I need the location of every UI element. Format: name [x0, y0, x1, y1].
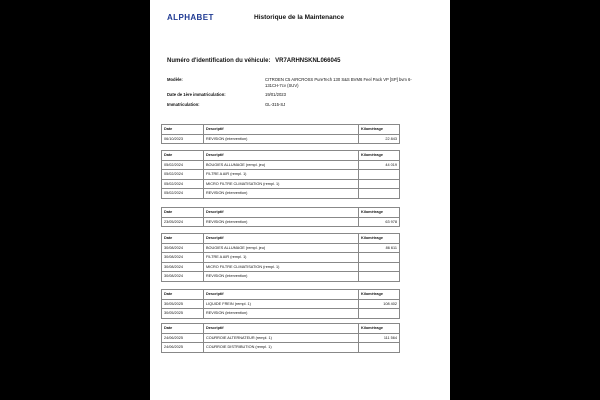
row-description: LIQUIDE FREIN (rempl. 1): [204, 299, 359, 309]
table-header-row: [162, 151, 400, 161]
header-km: Kilométrage: [359, 234, 400, 244]
table-row: [162, 253, 400, 263]
row-date: 30/08/2024: [162, 262, 204, 272]
plate-label: Immatriculation:: [167, 102, 200, 107]
table-header-row: [162, 208, 400, 218]
table-row: [162, 189, 400, 199]
row-km: [359, 189, 400, 199]
header-km: Kilométrage: [359, 125, 400, 135]
plate-value: GL-315-SJ: [265, 102, 286, 107]
header-date: Date: [162, 324, 204, 334]
maintenance-block: [161, 289, 400, 319]
header-km: Kilométrage: [359, 324, 400, 334]
row-km: 22 843: [359, 134, 400, 144]
registration-date-label: Date de 1ère immatriculation:: [167, 92, 226, 97]
header-description: Descriptif: [204, 151, 359, 161]
row-km: [359, 309, 400, 319]
registration-date-value: 19/01/2023: [265, 92, 286, 97]
row-km: [359, 262, 400, 272]
row-date: 05/02/2024: [162, 179, 204, 189]
row-description: REVISION (intervention): [204, 217, 359, 227]
header-description: Descriptif: [204, 290, 359, 300]
maintenance-block: [161, 323, 400, 353]
row-date: 30/08/2024: [162, 253, 204, 263]
header-date: Date: [162, 125, 204, 135]
table-row: [162, 309, 400, 319]
row-date: 30/08/2024: [162, 243, 204, 253]
maintenance-block: [161, 207, 400, 227]
maintenance-block: [161, 233, 400, 282]
row-description: FILTRE A AIR (rempl. 1): [204, 170, 359, 180]
row-date: 05/02/2024: [162, 189, 204, 199]
table-row: [162, 272, 400, 282]
table-row: [162, 343, 400, 353]
header-date: Date: [162, 234, 204, 244]
table-row: [162, 299, 400, 309]
table-row: [162, 217, 400, 227]
row-description: COURROIE DISTRIBUTION (rempl. 1): [204, 343, 359, 353]
table-row: [162, 170, 400, 180]
row-km: 63 978: [359, 217, 400, 227]
row-description: COURROIE ALTERNATEUR (rempl. 1): [204, 333, 359, 343]
row-km: [359, 179, 400, 189]
row-km: 44 019: [359, 160, 400, 170]
row-date: 05/02/2024: [162, 160, 204, 170]
table-header-row: [162, 125, 400, 135]
header-date: Date: [162, 151, 204, 161]
vin-label: Numéro d'identification du véhicule:: [167, 58, 271, 64]
header-km: Kilométrage: [359, 208, 400, 218]
maintenance-block: [161, 124, 400, 144]
row-description: REVISION (intervention): [204, 309, 359, 319]
header-km: Kilométrage: [359, 290, 400, 300]
row-description: FILTRE A AIR (rempl. 1): [204, 253, 359, 263]
row-km: [359, 272, 400, 282]
model-value: CITROEN C5 AIRCROSS PureTech 130 S&S BVM6 Feel Pack VP [SP] bvm 6-131CH-7cv (SUV): [265, 77, 412, 88]
table-row: [162, 243, 400, 253]
row-km: 86 611: [359, 243, 400, 253]
header-description: Descriptif: [204, 324, 359, 334]
table-row: [162, 160, 400, 170]
header-description: Descriptif: [204, 125, 359, 135]
table-header-row: [162, 234, 400, 244]
row-description: BOUGIES ALLUMAGE (rempl. jeu): [204, 243, 359, 253]
row-km: [359, 253, 400, 263]
table-row: [162, 134, 400, 144]
row-date: 24/06/2025: [162, 333, 204, 343]
row-date: 30/08/2024: [162, 272, 204, 282]
model-label: Modèle:: [167, 77, 183, 82]
row-km: 108 402: [359, 299, 400, 309]
row-description: BOUGIES ALLUMAGE (rempl. jeu): [204, 160, 359, 170]
row-date: 30/05/2025: [162, 299, 204, 309]
row-km: 111 564: [359, 333, 400, 343]
header-description: Descriptif: [204, 208, 359, 218]
maintenance-block: [161, 150, 400, 199]
header-date: Date: [162, 290, 204, 300]
row-date: 30/05/2025: [162, 309, 204, 319]
row-date: 06/10/2023: [162, 134, 204, 144]
document-title: Historique de la Maintenance: [254, 14, 344, 21]
vin-row: [167, 58, 340, 64]
maintenance-document: [150, 0, 450, 400]
header-description: Descriptif: [204, 234, 359, 244]
table-header-row: [162, 290, 400, 300]
row-date: 24/06/2025: [162, 343, 204, 353]
header-date: Date: [162, 208, 204, 218]
table-row: [162, 262, 400, 272]
row-km: [359, 343, 400, 353]
vin-value: VR7ARHNSKNL066045: [275, 58, 341, 64]
header-km: Kilométrage: [359, 151, 400, 161]
table-row: [162, 179, 400, 189]
table-header-row: [162, 324, 400, 334]
row-description: REVISION (intervention): [204, 134, 359, 144]
table-row: [162, 333, 400, 343]
row-date: 05/02/2024: [162, 170, 204, 180]
row-date: 23/05/2024: [162, 217, 204, 227]
row-description: REVISION (intervention): [204, 272, 359, 282]
alphabet-logo: ALPHABET: [167, 13, 214, 22]
row-description: MICRO FILTRE CLIMATISATION (rempl. 1): [204, 262, 359, 272]
row-description: REVISION (intervention): [204, 189, 359, 199]
row-km: [359, 170, 400, 180]
row-description: MICRO FILTRE CLIMATISATION (rempl. 1): [204, 179, 359, 189]
